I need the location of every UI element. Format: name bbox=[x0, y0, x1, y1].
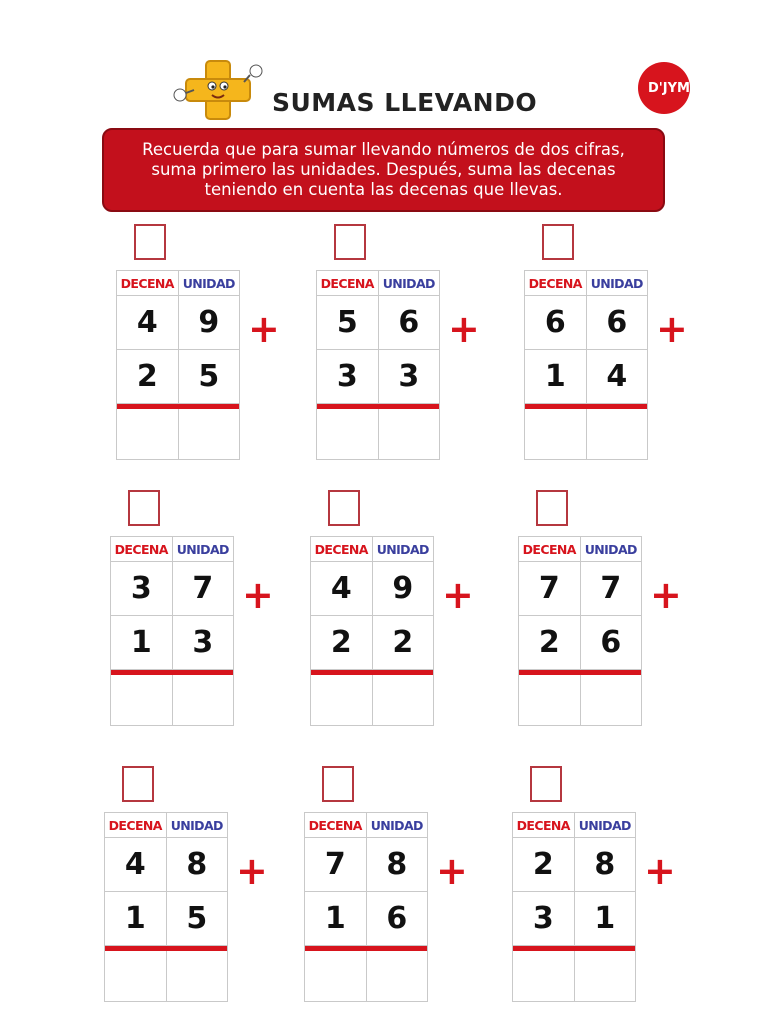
plus-icon: + bbox=[436, 849, 468, 893]
units-header: UNIDAD bbox=[578, 817, 631, 833]
top-units-digit: 9 bbox=[392, 571, 414, 606]
bottom-tens-digit: 1 bbox=[305, 892, 367, 945]
top-number-row bbox=[117, 296, 239, 350]
result-units-cell[interactable] bbox=[167, 951, 228, 1001]
result-tens-cell[interactable] bbox=[519, 675, 581, 725]
plus-icon: + bbox=[448, 307, 480, 351]
result-units-cell[interactable] bbox=[379, 409, 440, 459]
result-units-cell[interactable] bbox=[367, 951, 428, 1001]
tens-header: DECENA bbox=[111, 537, 173, 561]
result-row bbox=[111, 675, 233, 725]
result-units-cell[interactable] bbox=[587, 409, 648, 459]
top-number-row bbox=[111, 562, 233, 616]
result-tens-cell[interactable] bbox=[117, 409, 179, 459]
top-tens-digit: 7 bbox=[305, 838, 367, 891]
checkbox-answer[interactable] bbox=[530, 766, 562, 802]
bottom-units-digit: 6 bbox=[386, 901, 408, 936]
tens-header: DECENA bbox=[317, 271, 379, 295]
result-units-cell[interactable] bbox=[581, 675, 642, 725]
table-header bbox=[513, 813, 635, 838]
units-header: UNIDAD bbox=[584, 541, 637, 557]
bottom-units-digit: 5 bbox=[198, 359, 220, 394]
result-row bbox=[311, 675, 433, 725]
instruction-banner bbox=[102, 128, 665, 212]
addition-problem bbox=[310, 490, 490, 730]
top-units-digit: 7 bbox=[600, 571, 622, 606]
result-tens-cell[interactable] bbox=[513, 951, 575, 1001]
checkbox-answer[interactable] bbox=[542, 224, 574, 260]
result-tens-cell[interactable] bbox=[317, 409, 379, 459]
top-number-row bbox=[519, 562, 641, 616]
result-tens-cell[interactable] bbox=[111, 675, 173, 725]
checkbox-answer[interactable] bbox=[334, 224, 366, 260]
top-number-row bbox=[525, 296, 647, 350]
table-header bbox=[111, 537, 233, 562]
addition-problem bbox=[104, 766, 284, 1006]
place-value-table bbox=[310, 536, 434, 726]
top-number-row bbox=[305, 838, 427, 892]
page-title: SUMAS LLEVANDO bbox=[272, 88, 538, 117]
units-header: UNIDAD bbox=[376, 541, 429, 557]
result-row bbox=[513, 951, 635, 1001]
units-header: UNIDAD bbox=[170, 817, 223, 833]
bottom-units-digit: 3 bbox=[192, 625, 214, 660]
table-header bbox=[317, 271, 439, 296]
top-tens-digit: 2 bbox=[513, 838, 575, 891]
checkbox-answer[interactable] bbox=[322, 766, 354, 802]
tens-header: DECENA bbox=[519, 537, 581, 561]
place-value-table bbox=[104, 812, 228, 1002]
plus-icon: + bbox=[656, 307, 688, 351]
bottom-number-row bbox=[513, 892, 635, 946]
place-value-table bbox=[512, 812, 636, 1002]
bottom-number-row bbox=[111, 616, 233, 670]
top-units-digit: 8 bbox=[594, 847, 616, 882]
result-units-cell[interactable] bbox=[179, 409, 240, 459]
result-tens-cell[interactable] bbox=[305, 951, 367, 1001]
result-row bbox=[117, 409, 239, 459]
result-row bbox=[525, 409, 647, 459]
checkbox-answer[interactable] bbox=[328, 490, 360, 526]
table-header bbox=[311, 537, 433, 562]
units-header: UNIDAD bbox=[370, 817, 423, 833]
top-number-row bbox=[317, 296, 439, 350]
top-tens-digit: 6 bbox=[525, 296, 587, 349]
addition-problem bbox=[304, 766, 484, 1006]
checkbox-answer[interactable] bbox=[128, 490, 160, 526]
brand-logo bbox=[638, 62, 690, 114]
bottom-number-row bbox=[305, 892, 427, 946]
plus-mascot-icon bbox=[172, 55, 264, 125]
checkbox-answer[interactable] bbox=[122, 766, 154, 802]
brand-logo-text: D'JYM bbox=[648, 80, 690, 96]
top-tens-digit: 4 bbox=[311, 562, 373, 615]
top-tens-digit: 5 bbox=[317, 296, 379, 349]
tens-header: DECENA bbox=[311, 537, 373, 561]
bottom-number-row bbox=[519, 616, 641, 670]
tens-header: DECENA bbox=[305, 813, 367, 837]
top-tens-digit: 4 bbox=[105, 838, 167, 891]
table-header bbox=[105, 813, 227, 838]
addition-problem bbox=[110, 490, 290, 730]
bottom-tens-digit: 1 bbox=[105, 892, 167, 945]
result-tens-cell[interactable] bbox=[105, 951, 167, 1001]
addition-problem bbox=[524, 224, 704, 464]
units-header: UNIDAD bbox=[382, 275, 435, 291]
tens-header: DECENA bbox=[117, 271, 179, 295]
bottom-tens-digit: 3 bbox=[513, 892, 575, 945]
bottom-units-digit: 3 bbox=[398, 359, 420, 394]
result-units-cell[interactable] bbox=[373, 675, 434, 725]
top-number-row bbox=[311, 562, 433, 616]
top-units-digit: 8 bbox=[386, 847, 408, 882]
bottom-number-row bbox=[105, 892, 227, 946]
top-tens-digit: 7 bbox=[519, 562, 581, 615]
bottom-tens-digit: 1 bbox=[111, 616, 173, 669]
top-number-row bbox=[105, 838, 227, 892]
result-row bbox=[317, 409, 439, 459]
table-header bbox=[525, 271, 647, 296]
addition-problem bbox=[316, 224, 496, 464]
plus-icon: + bbox=[242, 573, 274, 617]
addition-problem bbox=[518, 490, 698, 730]
checkbox-answer[interactable] bbox=[134, 224, 166, 260]
bottom-number-row bbox=[317, 350, 439, 404]
table-header bbox=[519, 537, 641, 562]
units-header: UNIDAD bbox=[182, 275, 235, 291]
top-units-digit: 6 bbox=[398, 305, 420, 340]
plus-icon: + bbox=[248, 307, 280, 351]
tens-header: DECENA bbox=[513, 813, 575, 837]
units-header: UNIDAD bbox=[590, 275, 643, 291]
worksheet-header bbox=[0, 0, 768, 130]
result-units-cell[interactable] bbox=[173, 675, 234, 725]
table-header bbox=[305, 813, 427, 838]
top-number-row bbox=[513, 838, 635, 892]
result-row bbox=[105, 951, 227, 1001]
place-value-table bbox=[110, 536, 234, 726]
instruction-text: Recuerda que para sumar llevando números de dos cifras, suma primero las unidades. Después, suma las decenas teniendo en cuenta las decenas que llevas. bbox=[142, 140, 625, 199]
plus-icon: + bbox=[644, 849, 676, 893]
top-tens-digit: 3 bbox=[111, 562, 173, 615]
place-value-table bbox=[304, 812, 428, 1002]
table-header bbox=[117, 271, 239, 296]
bottom-units-digit: 5 bbox=[186, 901, 208, 936]
tens-header: DECENA bbox=[525, 271, 587, 295]
top-units-digit: 7 bbox=[192, 571, 214, 606]
units-header: UNIDAD bbox=[176, 541, 229, 557]
place-value-table bbox=[518, 536, 642, 726]
bottom-tens-digit: 2 bbox=[519, 616, 581, 669]
place-value-table bbox=[116, 270, 240, 460]
result-row bbox=[305, 951, 427, 1001]
top-units-digit: 9 bbox=[198, 305, 220, 340]
bottom-tens-digit: 2 bbox=[311, 616, 373, 669]
result-units-cell[interactable] bbox=[575, 951, 636, 1001]
bottom-units-digit: 4 bbox=[606, 359, 628, 394]
bottom-number-row bbox=[525, 350, 647, 404]
bottom-tens-digit: 3 bbox=[317, 350, 379, 403]
bottom-units-digit: 1 bbox=[594, 901, 616, 936]
bottom-number-row bbox=[311, 616, 433, 670]
result-row bbox=[519, 675, 641, 725]
tens-header: DECENA bbox=[105, 813, 167, 837]
result-tens-cell[interactable] bbox=[311, 675, 373, 725]
top-units-digit: 8 bbox=[186, 847, 208, 882]
top-units-digit: 6 bbox=[606, 305, 628, 340]
bottom-tens-digit: 2 bbox=[117, 350, 179, 403]
result-tens-cell[interactable] bbox=[525, 409, 587, 459]
bottom-number-row bbox=[117, 350, 239, 404]
checkbox-answer[interactable] bbox=[536, 490, 568, 526]
place-value-table bbox=[316, 270, 440, 460]
plus-icon: + bbox=[650, 573, 682, 617]
addition-problem bbox=[512, 766, 692, 1006]
addition-problem bbox=[116, 224, 296, 464]
bottom-units-digit: 6 bbox=[600, 625, 622, 660]
place-value-table bbox=[524, 270, 648, 460]
bottom-units-digit: 2 bbox=[392, 625, 414, 660]
plus-icon: + bbox=[236, 849, 268, 893]
bottom-tens-digit: 1 bbox=[525, 350, 587, 403]
top-tens-digit: 4 bbox=[117, 296, 179, 349]
plus-icon: + bbox=[442, 573, 474, 617]
